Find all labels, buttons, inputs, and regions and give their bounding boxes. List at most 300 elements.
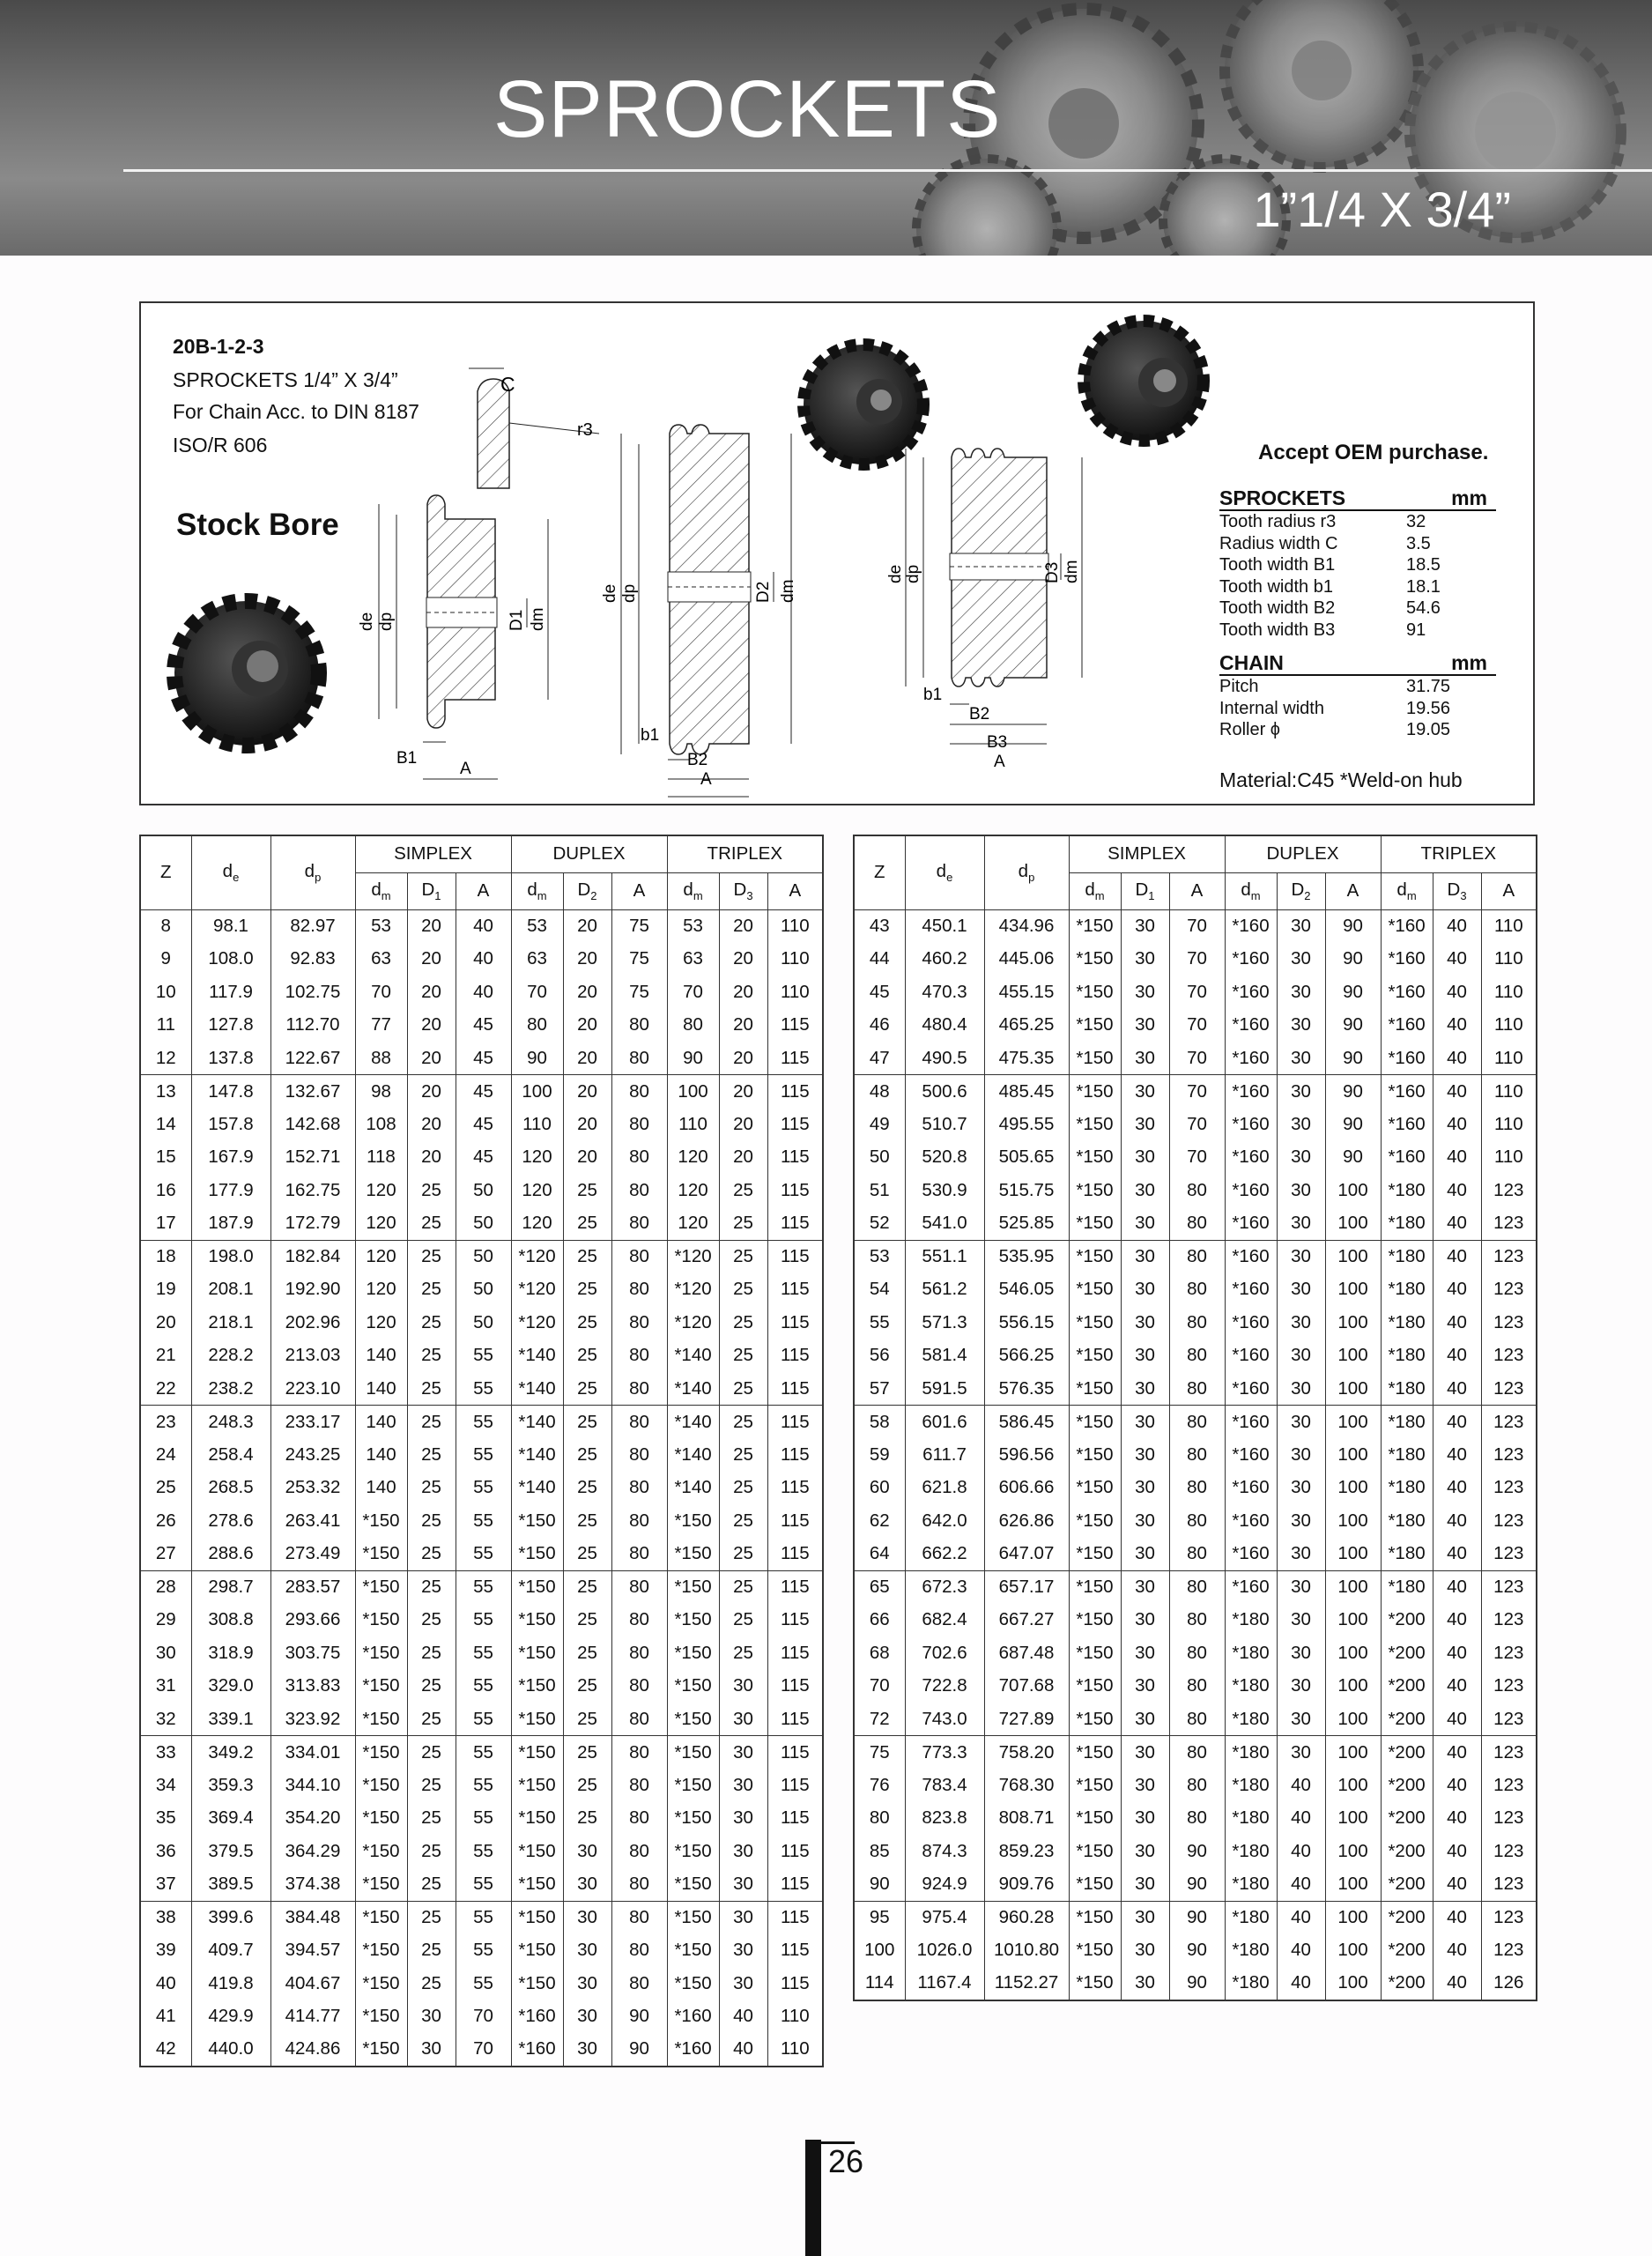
table-cell: 13 <box>140 1075 191 1109</box>
table-cell: 114 <box>854 1967 905 2000</box>
table-cell: 25 <box>407 1802 456 1836</box>
table-cell: 30 <box>719 1934 767 1968</box>
table-cell: *160 <box>1381 909 1433 943</box>
table-cell: *180 <box>1225 1604 1277 1637</box>
stock-bore-heading: Stock Bore <box>176 508 339 542</box>
table-cell: 55 <box>456 1636 511 1670</box>
table-cell: 20 <box>563 1108 611 1141</box>
table-cell: 82.97 <box>270 909 355 943</box>
table-cell: *150 <box>511 1604 563 1637</box>
table-cell: 55 <box>456 1835 511 1868</box>
table-cell: 115 <box>767 1406 823 1439</box>
table-cell: 25 <box>407 1340 456 1373</box>
table-cell: 773.3 <box>905 1736 984 1770</box>
col-d2: $D_2$ <box>1277 872 1325 909</box>
table-cell: 30 <box>1277 1306 1325 1340</box>
table-cell: 571.3 <box>905 1306 984 1340</box>
table-cell: 30 <box>719 1703 767 1736</box>
table-cell: 20 <box>140 1306 191 1340</box>
table-cell: *200 <box>1381 1901 1433 1934</box>
table-cell: 445.06 <box>984 943 1069 976</box>
table-cell: 76 <box>854 1769 905 1802</box>
simplex-drawing <box>379 495 548 779</box>
table-cell: 924.9 <box>905 1868 984 1902</box>
table-cell: 611.7 <box>905 1438 984 1472</box>
table-cell: 30 <box>563 2000 611 2034</box>
label-d2: D2 <box>754 581 773 603</box>
table-cell: 34 <box>140 1769 191 1802</box>
table-cell: 45 <box>456 1009 511 1043</box>
table-cell: 40 <box>1433 909 1481 943</box>
table-cell: 40 <box>1433 1769 1481 1802</box>
label-d1: D1 <box>507 609 526 631</box>
table-cell: 38 <box>140 1901 191 1934</box>
table-cell: 25 <box>563 1769 611 1802</box>
table-cell: *140 <box>511 1472 563 1505</box>
page-number: 26 <box>828 2143 864 2179</box>
table-cell: 115 <box>767 1240 823 1273</box>
table-cell: 98 <box>355 1075 407 1109</box>
table-cell: *180 <box>1225 1868 1277 1902</box>
table-cell: 25 <box>407 1835 456 1868</box>
table-cell: 55 <box>456 1802 511 1836</box>
table-cell: *150 <box>355 1636 407 1670</box>
table-cell: 63 <box>355 943 407 976</box>
table-cell: 90 <box>1325 1108 1381 1141</box>
table-cell: 30 <box>1121 909 1169 943</box>
col-dm: $d_m$ <box>355 872 407 909</box>
table-cell: *150 <box>511 1538 563 1571</box>
table-row <box>854 1934 1537 1968</box>
table-cell: 40 <box>719 2033 767 2067</box>
chain-spec-header <box>1219 651 1496 676</box>
table-cell: 25 <box>563 1306 611 1340</box>
table-cell: *150 <box>667 1802 719 1836</box>
table-cell: 535.95 <box>984 1240 1069 1273</box>
table-cell: 39 <box>140 1934 191 1968</box>
table-cell: 30 <box>719 1769 767 1802</box>
table-cell: 62 <box>854 1504 905 1538</box>
sprockets-spec-header <box>1219 486 1496 511</box>
table-row <box>854 1075 1537 1109</box>
table-row <box>140 1802 823 1836</box>
table-cell: 40 <box>1433 1604 1481 1637</box>
table-cell: 140 <box>355 1372 407 1406</box>
table-cell: 30 <box>1121 1703 1169 1736</box>
duplex-sprocket-photo-icon <box>804 345 923 464</box>
table-cell: 80 <box>611 1967 667 2000</box>
table-cell: 40 <box>1433 1736 1481 1770</box>
table-cell: 17 <box>140 1207 191 1241</box>
table-cell: 25 <box>563 1736 611 1770</box>
table-cell: 30 <box>1121 1538 1169 1571</box>
table-cell: 80 <box>611 1438 667 1472</box>
table-cell: *150 <box>355 1769 407 1802</box>
label-dp-triplex: dp <box>904 564 922 583</box>
table-cell: 626.86 <box>984 1504 1069 1538</box>
table-cell: 30 <box>1277 1604 1325 1637</box>
table-cell: 123 <box>1481 1273 1537 1307</box>
table-cell: *150 <box>355 1835 407 1868</box>
table-cell: 90 <box>1325 909 1381 943</box>
table-cell: 80 <box>611 1868 667 1902</box>
table-cell: *150 <box>667 1934 719 1968</box>
table-cell: 25 <box>719 1372 767 1406</box>
table-cell: 55 <box>456 1570 511 1604</box>
table-cell: 20 <box>719 1009 767 1043</box>
table-cell: 123 <box>1481 1306 1537 1340</box>
table-cell: 329.0 <box>191 1670 270 1703</box>
table-cell: 110 <box>1481 976 1537 1009</box>
table-cell: 100 <box>1325 1240 1381 1273</box>
table-cell: 25 <box>407 1438 456 1472</box>
table-cell: 470.3 <box>905 976 984 1009</box>
table-cell: 465.25 <box>984 1009 1069 1043</box>
table-cell: 110 <box>767 2033 823 2067</box>
table-cell: 80 <box>611 1934 667 1968</box>
table-cell: *200 <box>1381 1703 1433 1736</box>
table-cell: 25 <box>563 1406 611 1439</box>
table-cell: *150 <box>511 1703 563 1736</box>
table-cell: *180 <box>1225 1901 1277 1934</box>
table-cell: 40 <box>1433 1042 1481 1075</box>
table-cell: 25 <box>719 1207 767 1241</box>
table-cell: 40 <box>1433 1934 1481 1968</box>
table-cell: 40 <box>1433 1306 1481 1340</box>
table-cell: 80 <box>1169 1703 1225 1736</box>
table-cell: 55 <box>456 1769 511 1802</box>
table-row <box>854 1108 1537 1141</box>
table-cell: 80 <box>611 1207 667 1241</box>
table-cell: 30 <box>1121 1438 1169 1472</box>
table-cell: *150 <box>1069 1769 1121 1802</box>
table-cell: *150 <box>1069 1835 1121 1868</box>
table-cell: 409.7 <box>191 1934 270 1968</box>
table-cell: *150 <box>511 1934 563 1968</box>
col-d2: $D_2$ <box>563 872 611 909</box>
table-cell: 192.90 <box>270 1273 355 1307</box>
table-cell: 30 <box>719 1802 767 1836</box>
table-cell: 228.2 <box>191 1340 270 1373</box>
table-cell: 1167.4 <box>905 1967 984 2000</box>
table-cell: 15 <box>140 1141 191 1175</box>
simplex-sprocket-photo-icon <box>174 601 319 746</box>
table-cell: *150 <box>667 1538 719 1571</box>
table-cell: 30 <box>1121 1901 1169 1934</box>
table-row <box>854 1141 1537 1175</box>
table-row <box>854 1472 1537 1505</box>
table-cell: 70 <box>1169 909 1225 943</box>
table-cell: 596.56 <box>984 1438 1069 1472</box>
table-row <box>140 1636 823 1670</box>
table-cell: 40 <box>1433 1670 1481 1703</box>
table-cell: 40 <box>1433 1240 1481 1273</box>
spec-row: Roller ϕ 19.05 <box>1219 720 1451 739</box>
table-cell: 429.9 <box>191 2000 270 2034</box>
table-cell: *150 <box>1069 1570 1121 1604</box>
table-cell: 120 <box>511 1141 563 1175</box>
table-cell: 75 <box>611 909 667 943</box>
table-cell: 379.5 <box>191 1835 270 1868</box>
table-cell: 45 <box>854 976 905 1009</box>
table-cell: 90 <box>1169 1934 1225 1968</box>
col-d1: $D_1$ <box>407 872 456 909</box>
table-cell: 374.38 <box>270 1868 355 1902</box>
table-cell: *180 <box>1381 1207 1433 1241</box>
table-cell: *150 <box>511 1868 563 1902</box>
table-cell: 115 <box>767 1075 823 1109</box>
table-cell: 123 <box>1481 1472 1537 1505</box>
table-cell: 10 <box>140 976 191 1009</box>
table-cell: 90 <box>854 1868 905 1902</box>
table-cell: 115 <box>767 1802 823 1836</box>
table-cell: *200 <box>1381 1636 1433 1670</box>
table-cell: 50 <box>456 1306 511 1340</box>
table-cell: 90 <box>1325 976 1381 1009</box>
table-cell: 90 <box>611 2033 667 2067</box>
table-cell: 30 <box>1277 1372 1325 1406</box>
table-cell: 80 <box>1169 1372 1225 1406</box>
table-cell: 40 <box>1433 976 1481 1009</box>
table-cell: 53 <box>854 1240 905 1273</box>
table-cell: *150 <box>1069 1703 1121 1736</box>
table-cell: 485.45 <box>984 1075 1069 1109</box>
table-cell: *150 <box>667 1769 719 1802</box>
table-cell: 303.75 <box>270 1636 355 1670</box>
table-cell: 100 <box>1325 1174 1381 1207</box>
table-cell: 32 <box>140 1703 191 1736</box>
table-cell: 399.6 <box>191 1901 270 1934</box>
table-cell: 384.48 <box>270 1901 355 1934</box>
table-cell: 40 <box>1433 1472 1481 1505</box>
table-cell: 70 <box>1169 943 1225 976</box>
table-row <box>140 1340 823 1373</box>
table-cell: *180 <box>1381 1438 1433 1472</box>
table-cell: 30 <box>1277 1340 1325 1373</box>
table-cell: 80 <box>1169 1174 1225 1207</box>
table-cell: 515.75 <box>984 1174 1069 1207</box>
table-cell: 177.9 <box>191 1174 270 1207</box>
table-cell: 50 <box>456 1207 511 1241</box>
table-cell: 140 <box>355 1472 407 1505</box>
table-cell: 30 <box>563 1901 611 1934</box>
table-cell: 975.4 <box>905 1901 984 1934</box>
table-cell: 55 <box>456 1472 511 1505</box>
sprocket-table-right <box>853 835 1537 2001</box>
table-row <box>854 1306 1537 1340</box>
table-cell: *200 <box>1381 1835 1433 1868</box>
table-cell: 30 <box>719 1967 767 2000</box>
table-cell: 80 <box>1169 1207 1225 1241</box>
table-cell: 80 <box>611 1141 667 1175</box>
table-cell: 20 <box>407 1141 456 1175</box>
table-cell: 123 <box>1481 1670 1537 1703</box>
table-cell: 110 <box>1481 1108 1537 1141</box>
table-cell: 808.71 <box>984 1802 1069 1836</box>
table-cell: 43 <box>854 909 905 943</box>
table-cell: 31 <box>140 1670 191 1703</box>
label-dm: dm <box>529 607 547 631</box>
table-cell: *200 <box>1381 1934 1433 1968</box>
table-cell: 120 <box>355 1174 407 1207</box>
table-cell: 40 <box>1433 1075 1481 1109</box>
table-cell: *160 <box>1381 976 1433 1009</box>
col-d3: $D_3$ <box>719 872 767 909</box>
table-cell: 152.71 <box>270 1141 355 1175</box>
table-row <box>854 909 1537 943</box>
table-cell: 123 <box>1481 1802 1537 1836</box>
table-cell: *150 <box>1069 1736 1121 1770</box>
table-row <box>140 976 823 1009</box>
table-cell: *150 <box>1069 1108 1121 1141</box>
table-cell: 110 <box>1481 943 1537 976</box>
table-row <box>140 1868 823 1902</box>
table-cell: 323.92 <box>270 1703 355 1736</box>
table-cell: 25 <box>563 1636 611 1670</box>
label-b1-duplex: b1 <box>641 726 660 745</box>
table-cell: 110 <box>767 943 823 976</box>
table-cell: 80 <box>611 1769 667 1802</box>
table-cell: 30 <box>1277 1504 1325 1538</box>
table-cell: 707.68 <box>984 1670 1069 1703</box>
table-cell: *150 <box>511 1769 563 1802</box>
table-row <box>140 1835 823 1868</box>
table-cell: 110 <box>1481 1141 1537 1175</box>
table-cell: 25 <box>563 1372 611 1406</box>
table-cell: 30 <box>1277 1075 1325 1109</box>
col-a: A <box>767 872 823 909</box>
table-cell: 40 <box>1433 1438 1481 1472</box>
table-cell: 25 <box>407 1174 456 1207</box>
table-cell: 364.29 <box>270 1835 355 1868</box>
table-cell: *140 <box>667 1406 719 1439</box>
col-dm: $d_m$ <box>1225 872 1277 909</box>
table-cell: *150 <box>1069 1042 1121 1075</box>
table-cell: 80 <box>611 1240 667 1273</box>
table-cell: 19 <box>140 1273 191 1307</box>
col-dm: $d_m$ <box>667 872 719 909</box>
table-cell: 50 <box>456 1273 511 1307</box>
table-cell: 960.28 <box>984 1901 1069 1934</box>
table-cell: *150 <box>667 1636 719 1670</box>
table-cell: 40 <box>1433 1207 1481 1241</box>
table-cell: 55 <box>456 1934 511 1968</box>
table-cell: 30 <box>1277 1141 1325 1175</box>
table-cell: 98.1 <box>191 909 270 943</box>
col-z: Z <box>140 835 191 909</box>
table-row <box>140 1406 823 1439</box>
table-cell: *160 <box>1381 1075 1433 1109</box>
table-cell: 208.1 <box>191 1273 270 1307</box>
table-cell: 80 <box>611 1075 667 1109</box>
table-cell: 110 <box>767 909 823 943</box>
table-cell: 349.2 <box>191 1736 270 1770</box>
table-cell: 30 <box>719 1835 767 1868</box>
table-cell: 213.03 <box>270 1340 355 1373</box>
table-cell: 313.83 <box>270 1670 355 1703</box>
label-a: A <box>460 760 471 778</box>
table-cell: 100 <box>1325 1769 1381 1802</box>
table-cell: *180 <box>1225 1802 1277 1836</box>
table-cell: *150 <box>511 1901 563 1934</box>
table-cell: 90 <box>1169 1967 1225 2000</box>
table-row <box>854 1042 1537 1075</box>
table-cell: 115 <box>767 1901 823 1934</box>
table-cell: *160 <box>667 2033 719 2067</box>
col-de: $d_e$ <box>905 835 984 909</box>
table-row <box>854 1670 1537 1703</box>
table-row <box>140 1372 823 1406</box>
table-cell: *150 <box>1069 1868 1121 1902</box>
table-cell: *120 <box>511 1273 563 1307</box>
table-cell: 40 <box>1433 1174 1481 1207</box>
table-cell: 40 <box>1433 943 1481 976</box>
table-row <box>854 1901 1537 1934</box>
page-title: SPROCKETS <box>493 64 1002 154</box>
table-cell: 30 <box>1277 1042 1325 1075</box>
table-cell: 40 <box>1433 1340 1481 1373</box>
col-simplex: SIMPLEX <box>355 835 511 872</box>
table-cell: 40 <box>1433 1570 1481 1604</box>
table-cell: 167.9 <box>191 1141 270 1175</box>
table-cell: 530.9 <box>905 1174 984 1207</box>
table-cell: 95 <box>854 1901 905 1934</box>
table-cell: 20 <box>407 976 456 1009</box>
label-b2-triplex: B2 <box>969 705 990 724</box>
table-cell: 25 <box>407 1868 456 1902</box>
table-cell: 25 <box>407 1207 456 1241</box>
table-cell: 40 <box>1433 1967 1481 2000</box>
table-row <box>140 1042 823 1075</box>
table-cell: 55 <box>456 1438 511 1472</box>
table-cell: 8 <box>140 909 191 943</box>
table-cell: 118 <box>355 1141 407 1175</box>
table-row <box>140 1240 823 1273</box>
table-row <box>140 1604 823 1637</box>
table-cell: 100 <box>1325 1967 1381 2000</box>
label-b3: B3 <box>987 733 1008 752</box>
table-cell: 36 <box>140 1835 191 1868</box>
table-cell: 18 <box>140 1240 191 1273</box>
table-cell: 30 <box>1121 1736 1169 1770</box>
table-row <box>854 1703 1537 1736</box>
table-cell: 57 <box>854 1372 905 1406</box>
table-cell: 30 <box>1277 1207 1325 1241</box>
header-rule <box>123 169 1652 172</box>
table-cell: 123 <box>1481 1868 1537 1902</box>
table-cell: 20 <box>719 1075 767 1109</box>
table-cell: *160 <box>667 2000 719 2034</box>
table-cell: *160 <box>1225 1108 1277 1141</box>
table-cell: 30 <box>1121 1240 1169 1273</box>
table-cell: 110 <box>1481 1009 1537 1043</box>
table-cell: 47 <box>854 1042 905 1075</box>
table-cell: 59 <box>854 1438 905 1472</box>
table-cell: 30 <box>1277 1736 1325 1770</box>
chain-spec-title: CHAIN <box>1219 651 1284 674</box>
table-cell: 551.1 <box>905 1240 984 1273</box>
table-cell: 27 <box>140 1538 191 1571</box>
table-cell: *150 <box>1069 1075 1121 1109</box>
table-cell: 30 <box>1277 1670 1325 1703</box>
table-cell: *120 <box>667 1240 719 1273</box>
table-cell: 243.25 <box>270 1438 355 1472</box>
table-cell: 30 <box>563 1835 611 1868</box>
table-cell: 25 <box>563 1472 611 1505</box>
table-cell: *160 <box>1225 1042 1277 1075</box>
table-cell: 30 <box>1121 1406 1169 1439</box>
table-cell: 40 <box>1433 1901 1481 1934</box>
